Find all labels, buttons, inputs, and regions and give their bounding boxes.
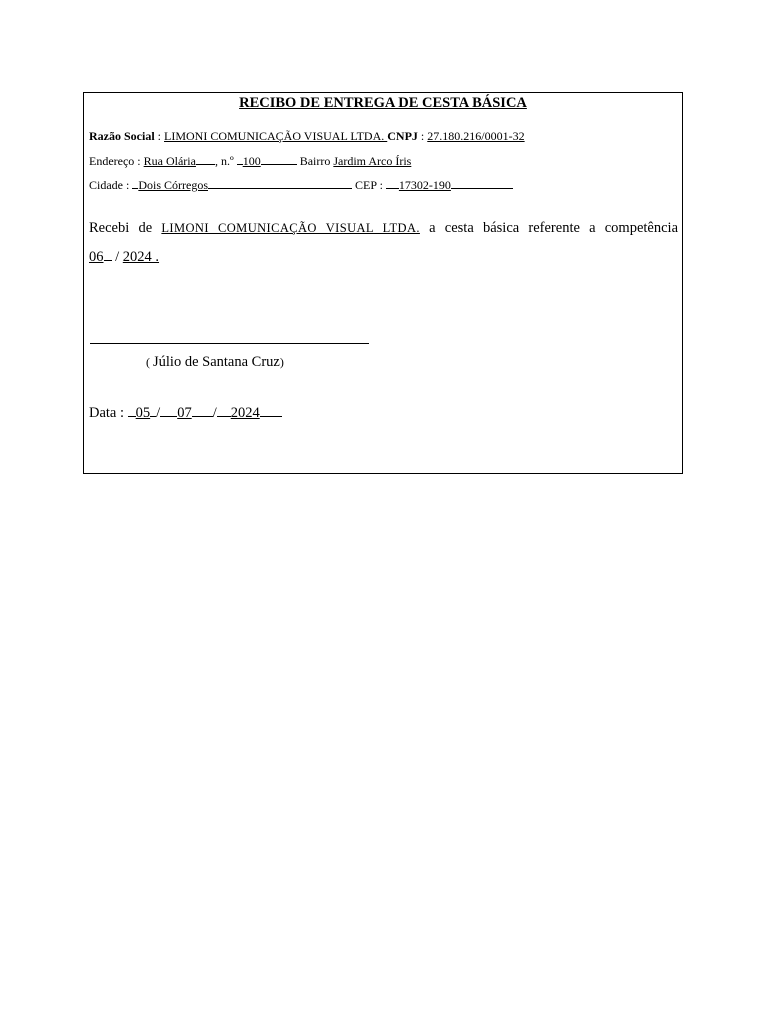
recebi-de: Recebi de [89,220,153,236]
date-line [89,403,282,422]
numero-label: , n.º [214,154,237,168]
cidade-label: Cidade : [89,178,133,192]
receipt-box [83,92,683,474]
signer-open: ( [146,355,153,369]
razao-social-sep: : [154,129,165,143]
statement-rest: a cesta básica referente a competência [429,220,679,236]
cep-blank-right [451,177,513,189]
competencia-sep: / [111,249,123,265]
data-label: Data : [89,405,128,421]
data-dia: 05 [135,405,151,421]
razao-social-value: LIMONI COMUNICAÇÃO VISUAL LTDA. [164,129,388,143]
data-mes: 07 [177,405,192,421]
competencia-mes-blank [104,247,112,261]
date-sep-2: / [212,405,217,421]
rua-value: Rua Olária [143,154,196,168]
competencia-ano: 2024 . [122,249,160,265]
company-info-line [89,129,525,144]
signer-close: ) [279,355,284,369]
cep-value: 17302-190 [398,178,451,192]
signer-name: Júlio de Santana Cruz [153,354,280,370]
cnpj-label: CNPJ [387,129,418,143]
razao-social-label: Razão Social [89,129,155,143]
city-line [89,177,513,193]
signature-line [90,343,369,344]
statement-company: LIMONI COMUNICAÇÃO VISUAL LTDA. [161,221,420,235]
cep-blank-left [386,177,399,189]
address-line [89,153,411,169]
cnpj-value: 27.180.216/0001-32 [427,129,525,143]
bairro-value: Jardim Arco Íris [333,154,412,168]
cnpj-sep: : [417,129,428,143]
ano-blank-right [260,403,282,417]
mes-blank-right [192,403,213,417]
receipt-title: RECIBO DE ENTREGA DE CESTA BÁSICA [239,95,527,111]
numero-value: 100 [242,154,261,168]
dia-blank-left [128,403,136,417]
statement-line [89,215,678,242]
rua-blank [196,153,215,165]
competencia-mes: 06 [89,249,104,265]
numero-blank-right [261,153,297,165]
cidade-blank-right [208,177,352,189]
mes-blank-left [160,403,177,417]
date-sep-1: / [156,405,161,421]
bairro-label: Bairro [296,154,334,168]
ano-blank-left [217,403,231,417]
signer [146,354,284,371]
competencia-line [89,247,159,266]
cidade-value: Dois Córregos [138,178,208,192]
data-ano: 2024 [230,405,260,421]
cep-label: CEP : [352,178,386,192]
endereco-label: Endereço : [89,154,144,168]
